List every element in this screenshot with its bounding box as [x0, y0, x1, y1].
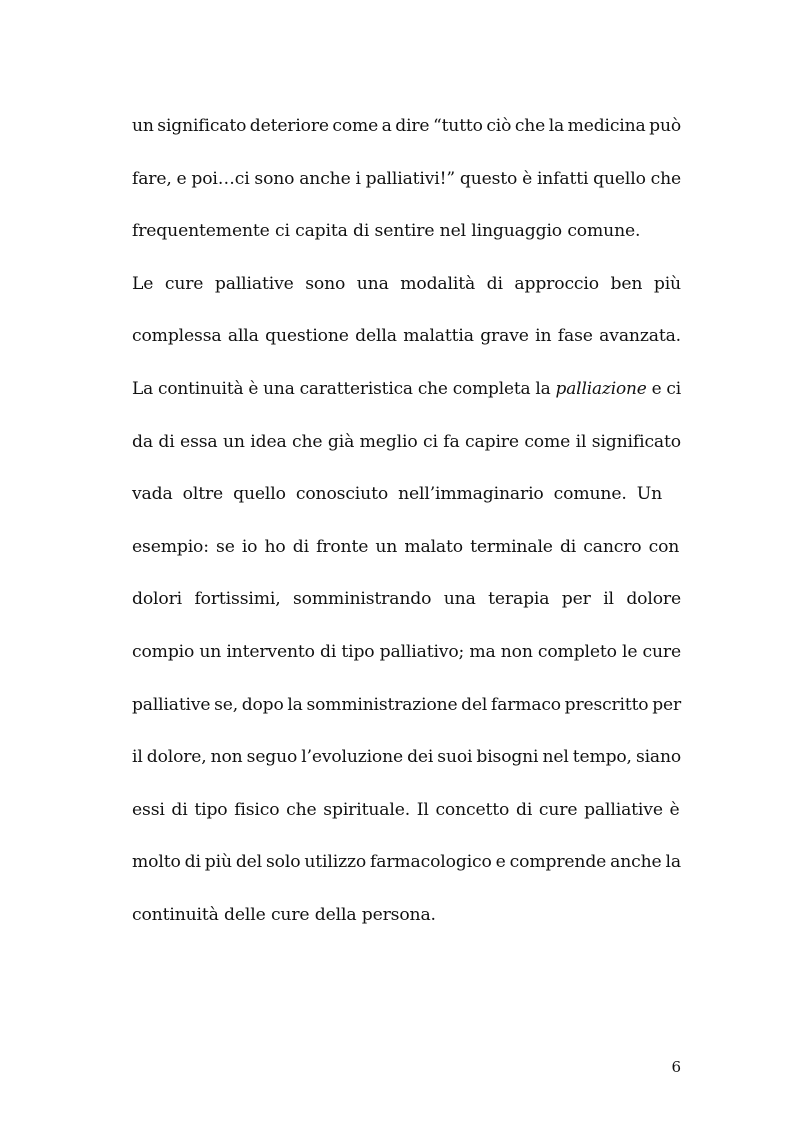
line-text: da di essa un idea che già meglio ci fa capire come il significato	[132, 431, 681, 452]
text-line-14	[132, 790, 681, 843]
line-text: molto di più del solo utilizzo farmacologico e comprende anche la	[132, 852, 681, 873]
text-line-12	[132, 685, 681, 738]
italic-term: palliazione	[555, 378, 647, 399]
text-line-3	[132, 211, 681, 264]
line-text-part: e ci	[651, 378, 682, 399]
text-line-11	[132, 632, 681, 685]
line-text: palliative se, dopo la somministrazione del farmaco prescritto per	[132, 694, 681, 715]
text-line-16	[132, 895, 681, 948]
line-text: fare, e poi…ci sono anche i palliativi!” questo è infatti quello che	[132, 168, 682, 189]
text-line-6	[132, 369, 681, 422]
line-text: dolori fortissimi, somministrando una terapia per il dolore	[132, 589, 682, 610]
line-text: Le cure palliative sono una modalità di approccio ben più	[132, 273, 681, 294]
line-text-part: La continuità è una caratteristica che completa la	[132, 378, 551, 399]
body-text	[132, 106, 681, 948]
text-line-13	[132, 737, 681, 790]
text-line-9	[132, 527, 681, 580]
text-line-4	[132, 264, 681, 317]
line-text: frequentemente ci capita di sentire nel linguaggio comune.	[132, 221, 641, 242]
text-line-7	[132, 422, 681, 475]
text-line-10	[132, 579, 681, 632]
line-text: il dolore, non seguo l’evoluzione dei suoi bisogni nel tempo, siano	[132, 747, 682, 768]
line-text: essi di tipo fisico che spirituale. Il concetto di cure palliative è	[132, 799, 680, 820]
line-text	[132, 369, 681, 422]
text-line-8	[132, 474, 681, 527]
line-text: un significato deteriore come a dire “tutto ciò che la medicina può	[132, 116, 681, 136]
text-line-1	[132, 106, 681, 159]
line-text: compio un intervento di tipo palliativo; ma non completo le cure	[132, 641, 681, 662]
text-line-15	[132, 842, 681, 895]
page-number: 6	[671, 1058, 681, 1076]
line-text: complessa alla questione della malattia grave in fase avanzata.	[132, 326, 682, 347]
text-line-2	[132, 159, 681, 212]
line-text: continuità delle cure della persona.	[132, 904, 436, 925]
line-text: vada oltre quello conosciuto nell’immaginario comune. Un	[132, 484, 662, 505]
line-text: esempio: se io ho di fronte un malato terminale di cancro con	[132, 536, 680, 557]
text-line-5	[132, 316, 681, 369]
